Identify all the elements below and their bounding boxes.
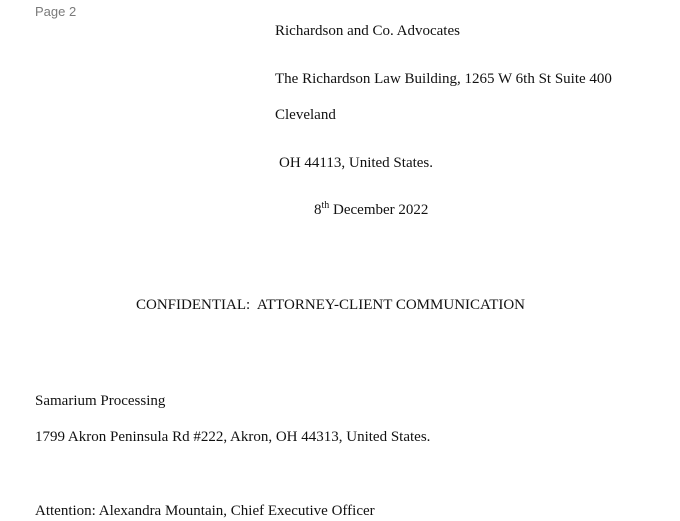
recipient-address: 1799 Akron Peninsula Rd #222, Akron, OH 44313, United States. [35, 429, 431, 445]
sender-state-zip-country: OH 44113, United States. [279, 155, 434, 171]
date-ordinal-suffix: th [321, 200, 330, 211]
confidential-heading: CONFIDENTIAL: ATTORNEY-CLIENT COMMUNICATION [136, 297, 526, 313]
recipient-name: Samarium Processing [35, 393, 166, 409]
page-number-label: Page 2 [35, 4, 77, 19]
letter-date [314, 201, 428, 219]
sender-city: Cleveland [275, 107, 336, 123]
attention-line: Attention: Alexandra Mountain, Chief Executive Officer [35, 503, 375, 519]
date-day: 8 [314, 202, 322, 218]
sender-firm-name: Richardson and Co. Advocates [275, 23, 460, 39]
date-month-year: December 2022 [329, 202, 429, 218]
sender-address-line: The Richardson Law Building, 1265 W 6th St Suite 400 [275, 71, 612, 87]
